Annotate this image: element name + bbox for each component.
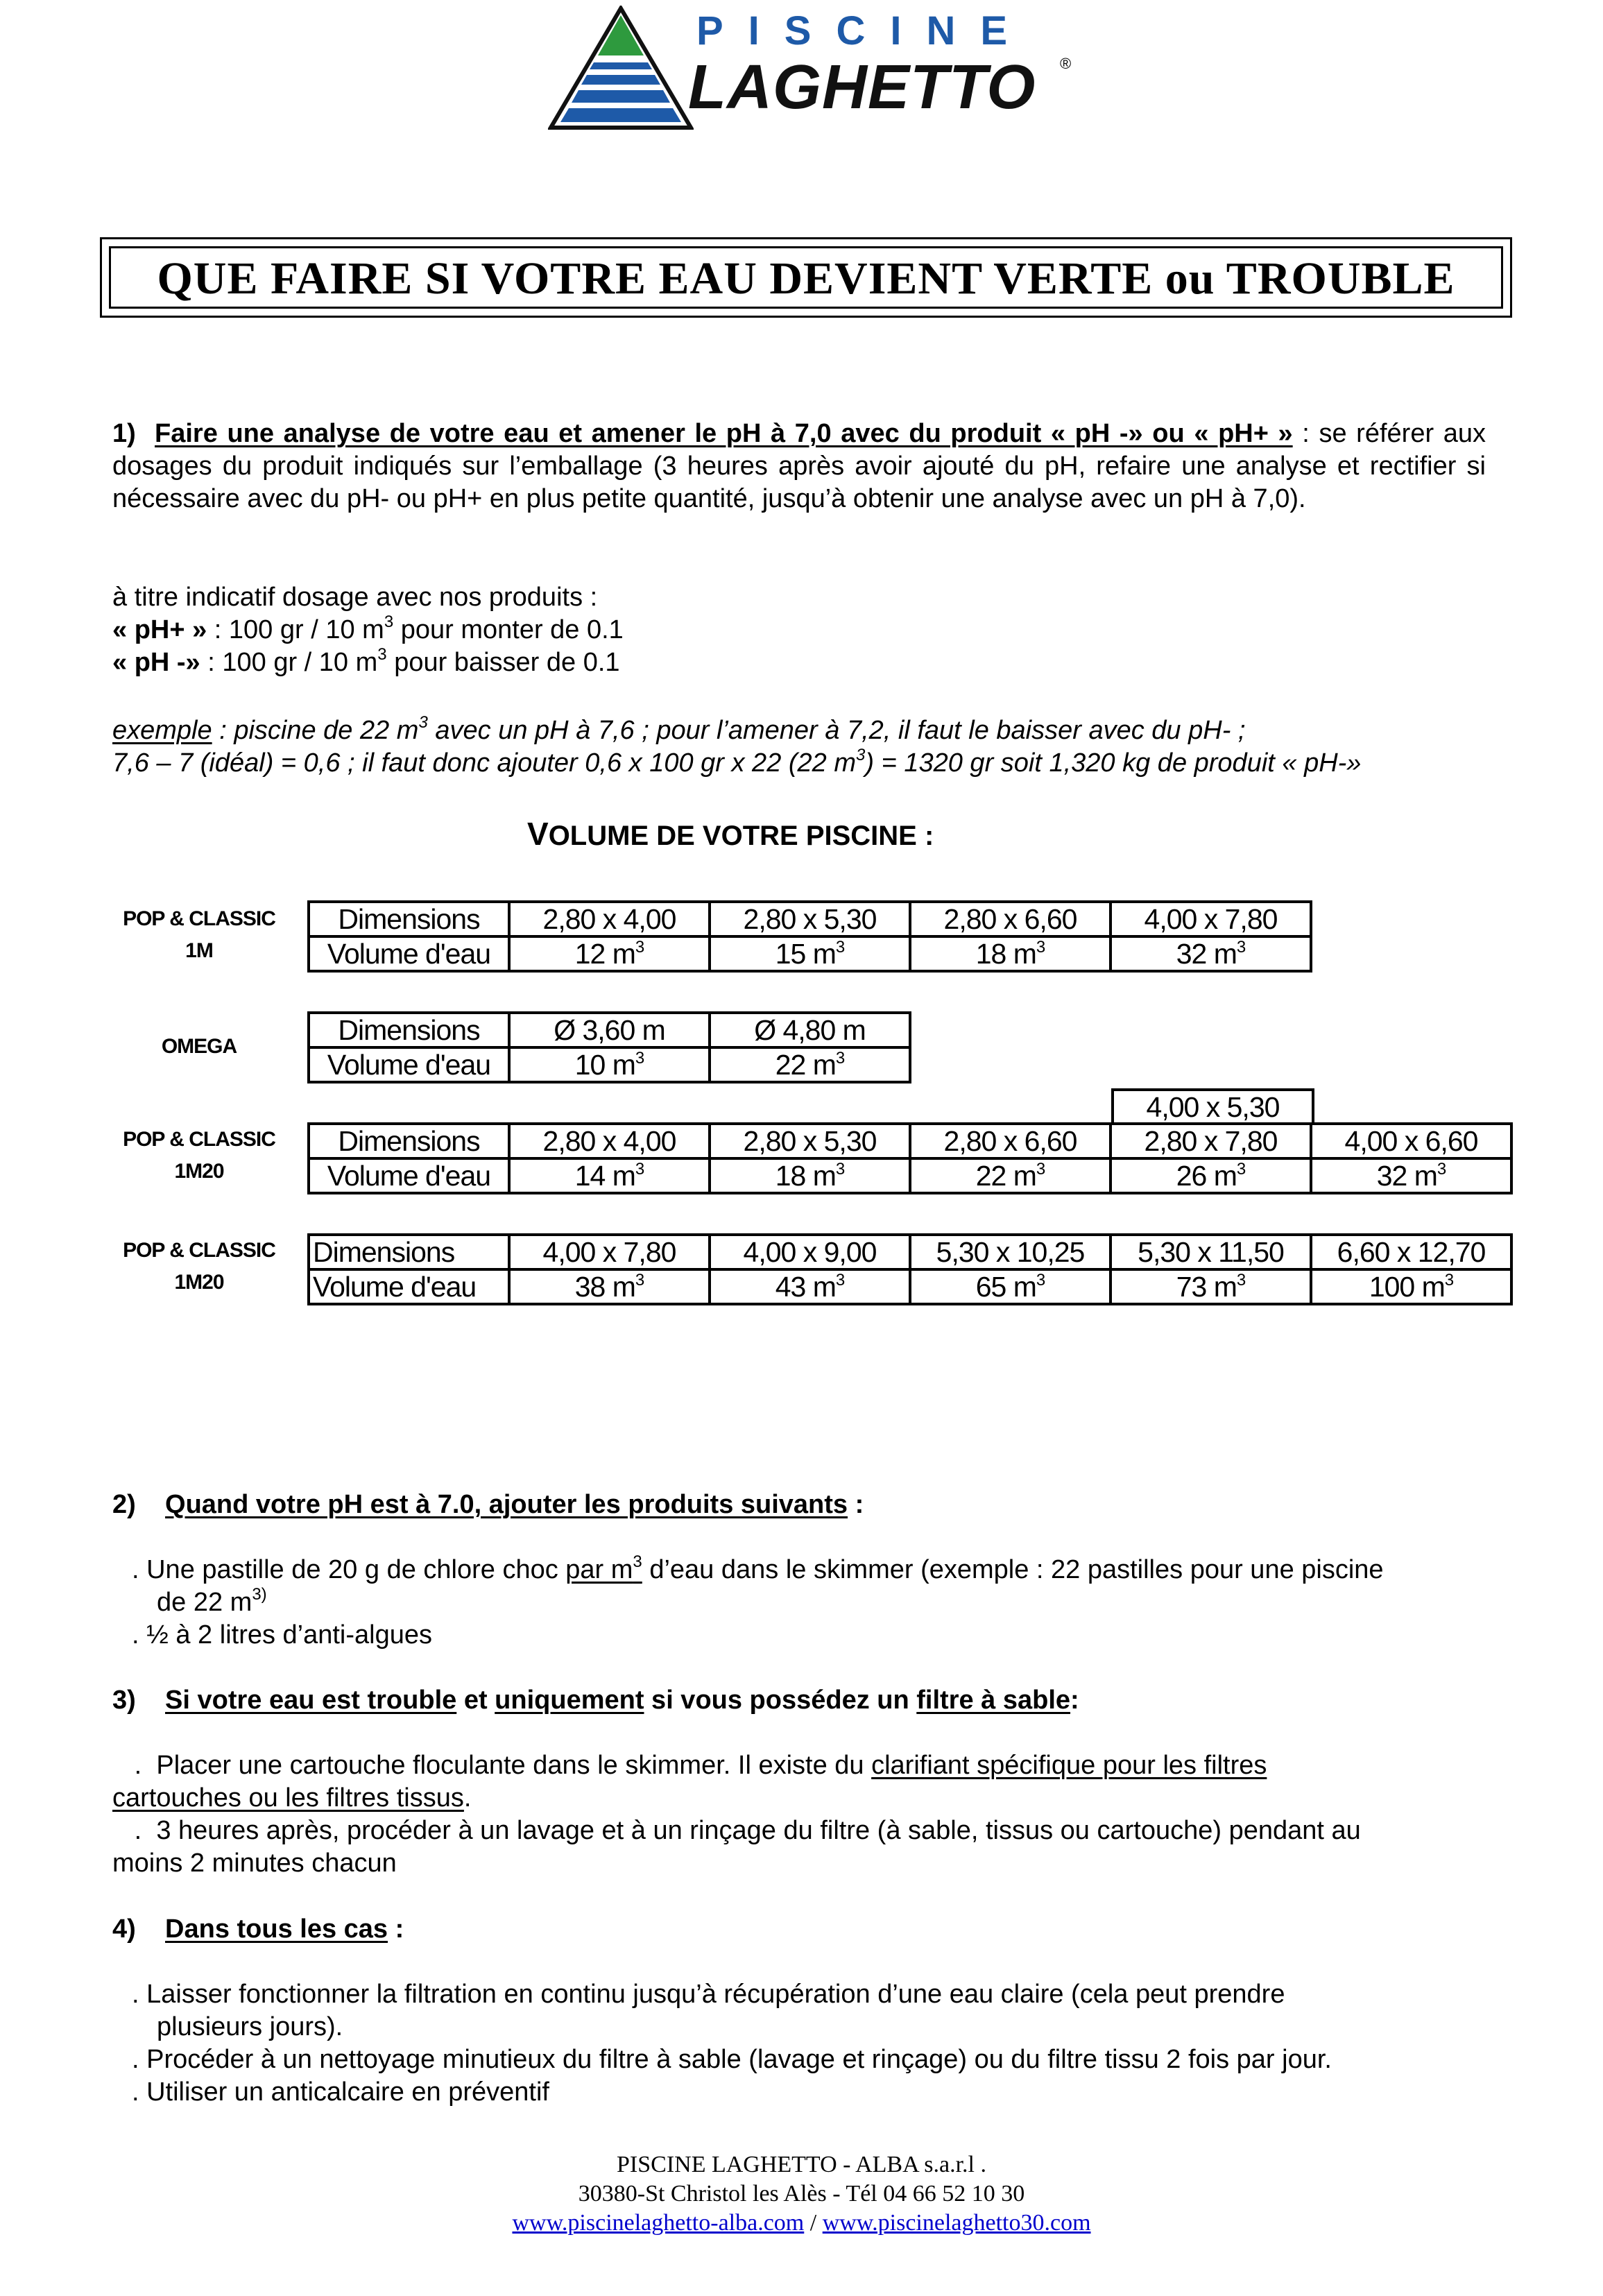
- row-header-dimensions: Dimensions: [309, 902, 509, 936]
- volume-cell: 32 $m^3$: [1311, 1158, 1511, 1193]
- section-1-body: : se référer aux dosages du produit indiqués sur l’emballage (3 heures après avoir ajouté du pH, refaire une analyse et rectifier si nécessaire avec du pH- ou pH+ en plus petite quantité, jusqu’à obtenir une analyse avec un pH à 7,0).: [112, 419, 1486, 513]
- page-title: QUE FAIRE SI VOTRE EAU DEVIENT VERTE ou TROUBLE: [157, 253, 1455, 304]
- section-4-heading: Dans tous les cas: [165, 1914, 388, 1944]
- dimension-cell: 2,80 x 6,60: [910, 902, 1111, 936]
- volume-cell: 22 $m^3$: [710, 1047, 910, 1082]
- title-frame: [100, 237, 1512, 318]
- section-3-bullet-1: [112, 1749, 1267, 1782]
- section-2-bullet-1-cont: [157, 1586, 267, 1619]
- section-4-colon: :: [388, 1914, 404, 1944]
- table-row: [309, 1158, 1511, 1193]
- volume-cell: 38 $m^3$: [509, 1269, 710, 1304]
- dimension-cell: 2,80 x 7,80: [1111, 1124, 1311, 1158]
- dimension-cell: 4,00 x 7,80: [1111, 902, 1311, 936]
- superscript: 3): [252, 1585, 267, 1604]
- table-4-label-line-1: POP & CLASSIC: [123, 1239, 275, 1262]
- example-text-1: : piscine de 22 m: [212, 716, 419, 745]
- volume-table-1m20-a: [307, 1122, 1513, 1194]
- section-3-heading-and: et: [456, 1686, 495, 1715]
- section-2-number: 2): [112, 1490, 136, 1519]
- bullet-underlined: cartouches ou les filtres tissus: [112, 1783, 464, 1813]
- table-row: [309, 1235, 1511, 1269]
- section-4-bullet-3: . Utiliser un anticalcaire en préventif: [132, 2077, 549, 2107]
- logo-registered-mark: ®: [1060, 55, 1072, 72]
- bullet-underlined: par $m^3$: [565, 1552, 642, 1584]
- footer-address: 30380-St Christol les Alès - Tél 04 66 52 10 30: [578, 2181, 1025, 2207]
- example-text-1b: avec un pH à 7,6 ; pour l’amener à 7,2, il faut le baisser avec du pH- ;: [427, 716, 1246, 745]
- section-3-number: 3): [112, 1686, 136, 1715]
- dimension-cell: 2,80 x 5,30: [710, 1124, 910, 1158]
- example-text-2b: ) = 1320 gr soit 1,320 kg de produit « pH-»: [865, 748, 1362, 778]
- volume-cell: 32 $m^3$: [1111, 936, 1311, 971]
- section-3-heading-mid: si vous possédez un: [644, 1686, 917, 1715]
- superscript-3: 3: [856, 746, 866, 764]
- volume-table-omega: [307, 1011, 911, 1083]
- superscript-3: 3: [377, 645, 387, 664]
- table-row: [309, 1013, 910, 1047]
- table-row: [309, 936, 1311, 971]
- table-row: [309, 1047, 910, 1082]
- row-header-dimensions: Dimensions: [309, 1013, 509, 1047]
- volume-cell: 43 $m^3$: [710, 1269, 910, 1304]
- table-row: [1113, 1090, 1313, 1123]
- row-header-volume: Volume d'eau: [309, 1269, 509, 1304]
- ph-plus-label: « pH+ »: [112, 615, 207, 644]
- superscript-3: 3: [418, 713, 428, 732]
- example-line-1: [112, 714, 1245, 747]
- dosage-ph-minus: [112, 646, 620, 679]
- dimension-extra-cell: 4,00 x 5,30: [1113, 1090, 1313, 1123]
- section-4-bullet-2: . Procéder à un nettoyage minutieux du filtre à sable (lavage et rinçage) ou du filtre tissu 2 fois par jour.: [132, 2045, 1332, 2074]
- dimension-cell: Ø 4,80 m: [710, 1013, 910, 1047]
- table-3-label-line-2: 1M20: [174, 1160, 224, 1183]
- row-header-volume: Volume d'eau: [309, 936, 509, 971]
- dimension-cell: Ø 3,60 m: [509, 1013, 710, 1047]
- logo-laghetto-text: LAGHETTO: [688, 53, 1036, 122]
- volume-section-title: [527, 816, 934, 853]
- section-1-number: 1): [112, 419, 136, 448]
- table-3-label-line-1: POP & CLASSIC: [123, 1128, 275, 1151]
- table-row: [309, 1269, 1511, 1304]
- row-header-volume: Volume d'eau: [309, 1158, 509, 1193]
- section-3-bullet-1-cont: [112, 1782, 471, 1815]
- bullet-text: . Placer une cartouche floculante dans le skimmer. Il existe du: [112, 1751, 872, 1780]
- table-1-label: [104, 903, 294, 967]
- volume-cell: 65 $m^3$: [910, 1269, 1111, 1304]
- dimension-cell: 4,00 x 7,80: [509, 1235, 710, 1269]
- ph-minus-effect: pour baisser de 0.1: [386, 648, 620, 677]
- volume-cell: 15 $m^3$: [710, 936, 910, 971]
- row-header-volume: Volume d'eau: [309, 1047, 509, 1082]
- section-3-bullet-2-cont: moins 2 minutes chacun: [112, 1849, 397, 1878]
- table-1-label-line-2: 1M: [185, 939, 213, 962]
- volume-cell: 26 $m^3$: [1111, 1158, 1311, 1193]
- logo-piscine-text: PISCINE: [696, 8, 1033, 53]
- section-2-bullet-2: . ½ à 2 litres d’anti-algues: [132, 1620, 433, 1650]
- table-4-label-line-2: 1M20: [174, 1271, 224, 1294]
- section-4-bullet-1-cont: plusieurs jours).: [157, 2012, 343, 2041]
- section-3-heading-line: [112, 1684, 1079, 1717]
- section-1-paragraph: [112, 418, 1486, 515]
- section-2-heading: Quand votre pH est à 7.0, ajouter les produits suivants: [165, 1490, 848, 1519]
- dosage-ph-plus: [112, 614, 624, 646]
- dosage-intro: à titre indicatif dosage avec nos produits :: [112, 583, 598, 612]
- section-2-bullet-1: [132, 1554, 1384, 1586]
- ph-minus-dose: : 100 gr / 10 m: [200, 648, 378, 677]
- section-3-heading-2: uniquement: [495, 1686, 644, 1715]
- volume-title-rest: OLUME DE VOTRE PISCINE :: [548, 821, 934, 851]
- volume-cell: 18 $m^3$: [910, 936, 1111, 971]
- dimension-cell: 2,80 x 6,60: [910, 1124, 1111, 1158]
- section-3-heading-1: Si votre eau est trouble: [165, 1686, 457, 1715]
- section-2-heading-line: [112, 1489, 864, 1521]
- section-4-number: 4): [112, 1914, 136, 1944]
- section-3-bullet-2: . 3 heures après, procéder à un lavage et à un rinçage du filtre (à sable, tissus ou cartouche) pendant au: [112, 1816, 1361, 1845]
- table-row: [309, 1124, 1511, 1158]
- row-header-dimensions: Dimensions: [309, 1235, 509, 1269]
- footer-separator: /: [804, 2210, 823, 2236]
- ph-plus-effect: pour monter de 0.1: [393, 615, 624, 644]
- section-3-heading-end: :: [1070, 1686, 1079, 1715]
- example-text-2: 7,6 – 7 (idéal) = 0,6 ; il faut donc ajouter 0,6 x 100 gr x 22 (22 m: [112, 748, 857, 778]
- table-4-label: [104, 1235, 294, 1299]
- volume-table-1m: [307, 900, 1312, 973]
- section-4-bullet-1: . Laisser fonctionner la filtration en continu jusqu’à récupération d’une eau claire (cela peut prendre: [132, 1980, 1285, 2009]
- volume-cell: 22 $m^3$: [910, 1158, 1111, 1193]
- dimension-cell: 2,80 x 4,00: [509, 1124, 710, 1158]
- website-link-30[interactable]: www.piscinelaghetto30.com: [822, 2210, 1091, 2236]
- bullet-underlined: clarifiant spécifique pour les filtres: [871, 1751, 1267, 1780]
- volume-cell: 12 $m^3$: [509, 936, 710, 971]
- example-word: exemple: [112, 716, 212, 745]
- dimension-cell: 6,60 x 12,70: [1311, 1235, 1511, 1269]
- bullet-text: d’eau dans le skimmer (exemple : 22 pastilles pour une piscine: [642, 1555, 1384, 1584]
- dimension-cell: 5,30 x 11,50: [1111, 1235, 1311, 1269]
- volume-cell: 100 $m^3$: [1311, 1269, 1511, 1304]
- dimension-cell: 4,00 x 6,60: [1311, 1124, 1511, 1158]
- volume-table-extra-cell: [1111, 1088, 1314, 1123]
- section-2-colon: :: [848, 1490, 864, 1519]
- website-link-alba[interactable]: www.piscinelaghetto-alba.com: [512, 2210, 805, 2236]
- volume-cell: 73 $m^3$: [1111, 1269, 1311, 1304]
- volume-table-1m20-b: [307, 1233, 1513, 1305]
- superscript-3: 3: [384, 612, 394, 631]
- row-header-dimensions: Dimensions: [309, 1124, 509, 1158]
- dimension-cell: 5,30 x 10,25: [910, 1235, 1111, 1269]
- volume-title-initial: V: [527, 816, 549, 852]
- table-1-label-line-1: POP & CLASSIC: [123, 907, 275, 930]
- dimension-cell: 2,80 x 5,30: [710, 902, 910, 936]
- section-1-heading: Faire une analyse de votre eau et amener le pH à 7,0 avec du produit « pH -» ou « pH+ »: [155, 419, 1293, 448]
- volume-cell: 10 $m^3$: [509, 1047, 710, 1082]
- table-3-label: [104, 1124, 294, 1188]
- ph-plus-dose: : 100 gr / 10 m: [207, 615, 384, 644]
- section-3-heading-3: filtre à sable: [916, 1686, 1071, 1715]
- volume-cell: 14 $m^3$: [509, 1158, 710, 1193]
- dimension-cell: 4,00 x 9,00: [710, 1235, 910, 1269]
- bullet-text: de 22 m: [157, 1588, 252, 1617]
- example-line-2: [112, 747, 1361, 780]
- footer-company: PISCINE LAGHETTO - ALBA s.a.r.l .: [617, 2152, 986, 2177]
- bullet-text: .: [463, 1783, 472, 1813]
- ph-minus-label: « pH -»: [112, 648, 200, 677]
- table-2-label: OMEGA: [161, 1035, 237, 1058]
- bullet-text: . Une pastille de 20 g de chlore choc: [132, 1555, 566, 1584]
- section-4-heading-line: [112, 1913, 404, 1946]
- dimension-cell: 2,80 x 4,00: [509, 902, 710, 936]
- table-row: [309, 902, 1311, 936]
- volume-cell: 18 $m^3$: [710, 1158, 910, 1193]
- laghetto-logo-triangle-icon: [548, 6, 694, 130]
- footer-links: [0, 2209, 1603, 2238]
